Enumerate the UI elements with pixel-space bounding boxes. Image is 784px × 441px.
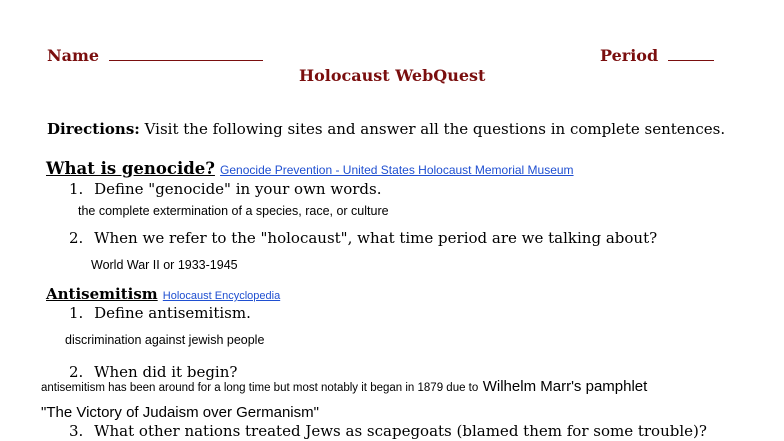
question-number: 1. (69, 304, 84, 322)
period-field (600, 46, 714, 65)
answer-text: Wilhelm Marr's pamphlet (482, 378, 648, 395)
answer-2-2-continued[interactable]: "The Victory of Judaism over Germanism" (41, 404, 319, 421)
directions-text: Visit the following sites and answer all the questions in complete sentences. (144, 120, 726, 138)
section-genocide-heading (46, 159, 574, 178)
period-label: Period (600, 46, 659, 65)
question-2-3 (69, 422, 707, 440)
question-text: Define antisemitism. (94, 304, 251, 322)
question-text: When we refer to the "holocaust", what time period are we talking about? (94, 229, 658, 247)
section-heading: What is genocide? (46, 159, 215, 178)
question-1-2 (69, 229, 657, 247)
question-text: What other nations treated Jews as scapegoats (blamed them for some trouble)? (94, 422, 707, 440)
question-1-1 (69, 180, 381, 198)
question-number: 2. (69, 363, 84, 381)
name-field (47, 46, 263, 65)
question-number: 3. (69, 422, 84, 440)
question-text: Define "genocide" in your own words. (94, 180, 382, 198)
question-text: When did it begin? (94, 363, 238, 381)
answer-1-2[interactable]: World War II or 1933-1945 (91, 258, 238, 272)
section-antisemitism-heading (46, 284, 280, 303)
answer-2-2[interactable] (41, 378, 647, 396)
question-number: 2. (69, 229, 84, 247)
page-title: Holocaust WebQuest (299, 66, 486, 85)
section-heading: Antisemitism (46, 285, 158, 303)
answer-1-1[interactable]: the complete extermination of a species, race, or culture (78, 204, 389, 218)
question-number: 1. (69, 180, 84, 198)
name-label: Name (47, 46, 100, 65)
period-blank (668, 46, 714, 61)
name-blank (109, 46, 263, 61)
genocide-prevention-link[interactable]: Genocide Prevention - United States Holocaust Memorial Museum (220, 163, 574, 177)
answer-2-1[interactable]: discrimination against jewish people (65, 333, 265, 347)
directions-label: Directions: (47, 120, 140, 138)
answer-text: antisemitism has been around for a long time but most notably it began in 1879 due to (41, 382, 479, 394)
question-2-1 (69, 304, 251, 322)
directions (47, 120, 725, 138)
holocaust-encyclopedia-link[interactable]: Holocaust Encyclopedia (162, 290, 281, 302)
